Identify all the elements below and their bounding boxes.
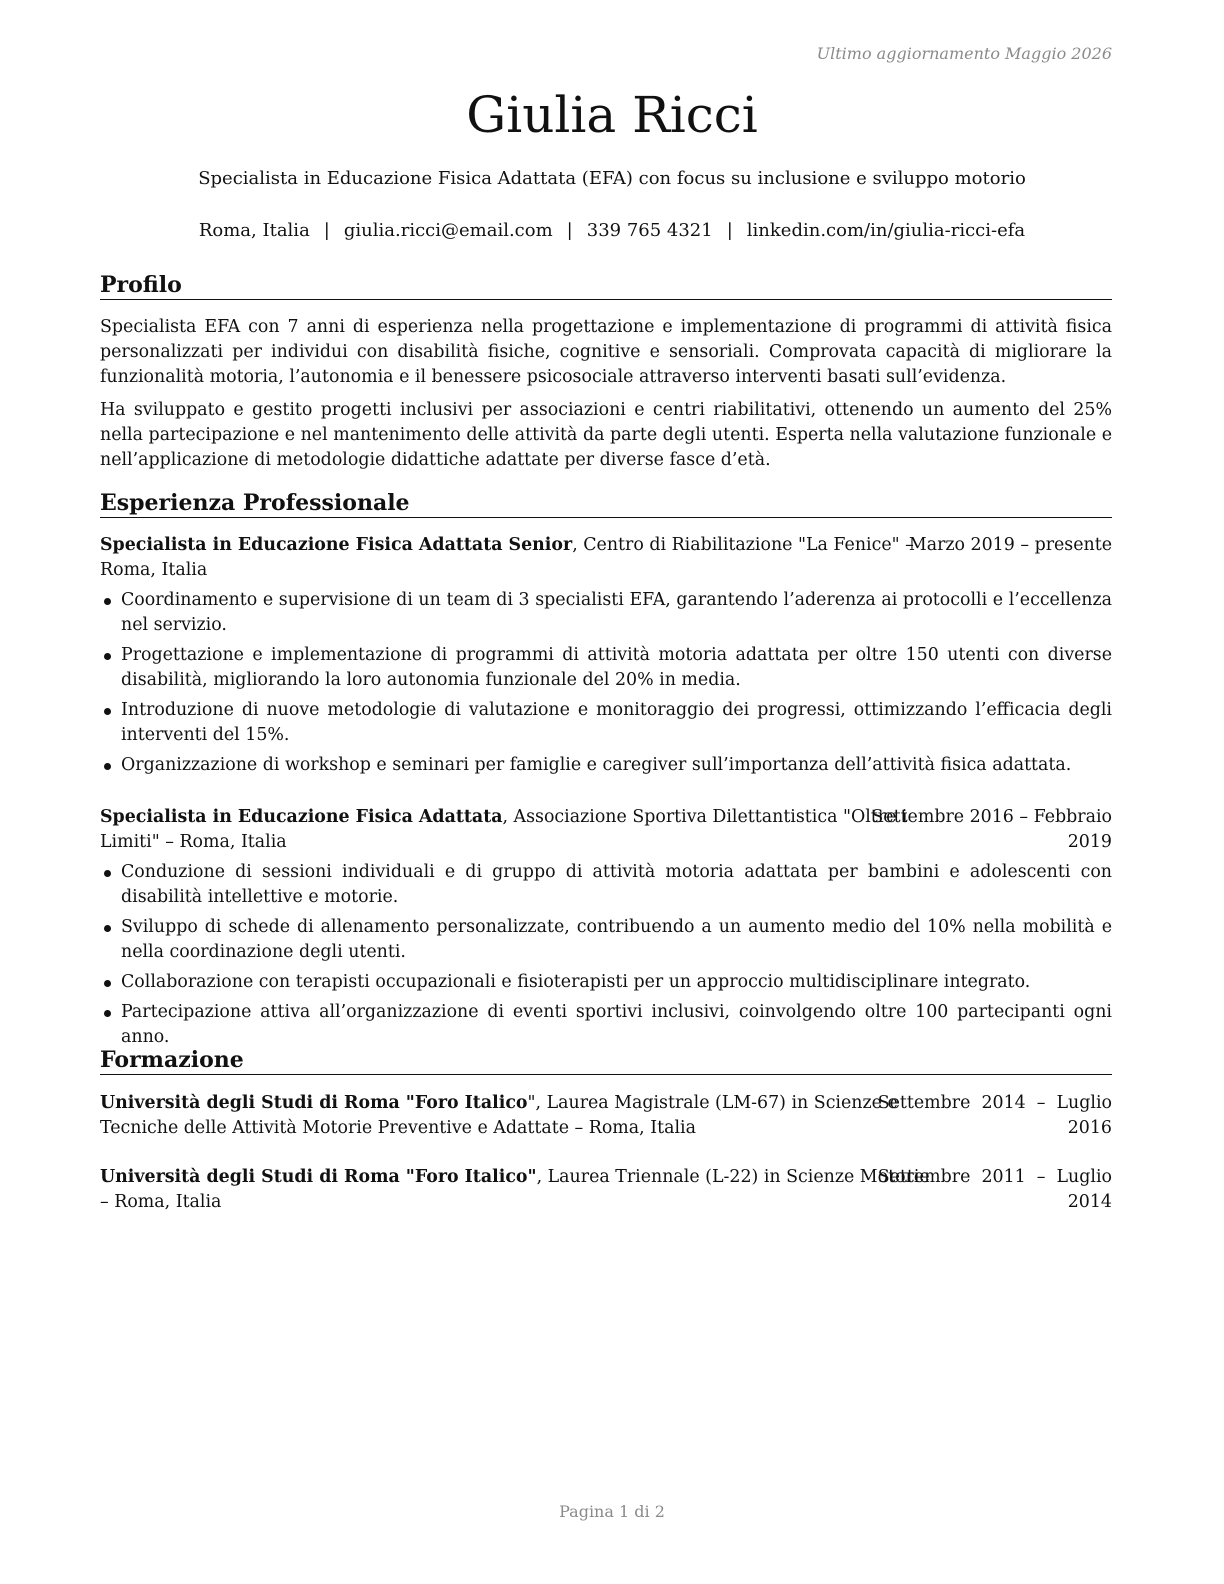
bullet-icon <box>104 870 111 877</box>
education-school: Università degli Studi di Roma "Foro Italico <box>100 1093 528 1113</box>
bullet-text: Progettazione e implementazione di programmi di attività motoria adattata per oltre 150 utenti con diverse disabilità, migliorando la loro autonomia funzionale del 20% in media. <box>121 645 1112 690</box>
list-item <box>100 588 1112 638</box>
job-org: , Associazione Sportiva Dilettantistica "Oltre i <box>502 807 908 827</box>
profile-paragraph: Specialista EFA con 7 anni di esperienza nella progettazione e implementazione di programmi di attività fisica personalizzati per individui con disabilità fisiche, cognitive e sensoriali. Comprovata capacità di migliorare la funzionalità motoria, l’autonomia e il benessere psicosociale attraverso interventi basati sull’evidenza. <box>100 317 1112 387</box>
bullet-text: Collaborazione con terapisti occupazionali e fisioterapisti per un approccio multidisciplinare integrato. <box>121 972 1031 992</box>
education-degree: , Laurea Triennale (L-22) in Scienze Motorie <box>536 1167 930 1187</box>
bullet-text: Introduzione di nuove metodologie di valutazione e monitoraggio dei progressi, ottimizzando l’efficacia degli interventi del 15%. <box>121 700 1112 745</box>
education-date-line2: 2014 <box>1067 1192 1112 1212</box>
list-item <box>100 698 1112 748</box>
list-item <box>100 643 1112 693</box>
bullet-icon <box>104 653 111 660</box>
contact-linkedin[interactable]: linkedin.com/in/giulia-ricci-efa <box>746 220 1026 241</box>
bullet-icon <box>104 925 111 932</box>
person-name: Giulia Ricci <box>466 86 758 144</box>
contact-email[interactable]: giulia.ricci@email.com <box>343 220 553 241</box>
section-title-experience: Esperienza Professionale <box>100 490 1112 518</box>
job-date-line2: 2019 <box>1067 832 1112 852</box>
job-role: Specialista in Educazione Fisica Adattata <box>100 807 503 827</box>
list-item <box>100 915 1112 965</box>
job-date: Marzo 2019 – presente <box>908 535 1112 555</box>
education-date: Settembre 2014 – Luglio <box>877 1093 1112 1113</box>
education-entry <box>100 1165 1112 1215</box>
job-org: , Centro di Riabilitazione "La Fenice" – <box>572 535 914 555</box>
section-title-education: Formazione <box>100 1047 1112 1075</box>
bullet-text: Sviluppo di schede di allenamento personalizzate, contribuendo a un aumento medio del 10% nella mobilità e nella coordinazione degli utenti. <box>121 917 1112 962</box>
list-item <box>100 1000 1112 1050</box>
job-header <box>100 533 1112 583</box>
education-line2: – Roma, Italia <box>100 1192 222 1212</box>
bullet-text: Conduzione di sessioni individuali e di gruppo di attività motoria adattata per bambini e adolescenti con disabilità intellettive e motorie. <box>121 862 1112 907</box>
contact-separator: | <box>726 220 733 241</box>
job-bullets <box>100 588 1112 783</box>
page-footer: Pagina 1 di 2 <box>559 1502 665 1521</box>
job-bullets <box>100 860 1112 1055</box>
section-title-profile: Profilo <box>100 272 1112 300</box>
list-item <box>100 970 1112 995</box>
bullet-text: Organizzazione di workshop e seminari per famiglie e caregiver sull’importanza dell’attività fisica adattata. <box>121 755 1072 775</box>
job-org-line2: Roma, Italia <box>100 560 208 580</box>
education-date-line2: 2016 <box>1067 1118 1112 1138</box>
education-school: Università degli Studi di Roma "Foro Italico" <box>100 1167 537 1187</box>
job-org-line2: Limiti" – Roma, Italia <box>100 832 287 852</box>
contact-line <box>0 220 1224 241</box>
profile-paragraph: Ha sviluppato e gestito progetti inclusivi per associazioni e centri riabilitativi, ottenendo un aumento del 25% nella partecipazione e nel mantenimento delle attività da parte degli utenti. Esperta nella valutazione funzionale e nell’applicazione di metodologie didattiche adattate per diverse fasce d’età. <box>100 400 1112 470</box>
bullet-icon <box>104 763 111 770</box>
subtitle: Specialista in Educazione Fisica Adattata (EFA) con focus su inclusione e sviluppo motorio <box>198 168 1026 189</box>
list-item <box>100 753 1112 778</box>
bullet-text: Partecipazione attiva all’organizzazione di eventi sportivi inclusivi, coinvolgendo oltre 100 partecipanti ogni anno. <box>121 1002 1112 1047</box>
bullet-icon <box>104 1010 111 1017</box>
bullet-icon <box>104 598 111 605</box>
contact-phone[interactable]: 339 765 4321 <box>586 220 713 241</box>
bullet-icon <box>104 980 111 987</box>
job-date: Settembre 2016 – Febbraio <box>871 807 1112 827</box>
education-entry <box>100 1091 1112 1141</box>
last-updated: Ultimo aggiornamento Maggio 2026 <box>816 44 1112 63</box>
education-date: Settembre 2011 – Luglio <box>877 1167 1112 1187</box>
contact-separator: | <box>323 220 330 241</box>
education-degree: ", Laurea Magistrale (LM-67) in Scienze e <box>527 1093 898 1113</box>
job-header <box>100 805 1112 855</box>
contact-location: Roma, Italia <box>198 220 310 241</box>
bullet-text: Coordinamento e supervisione di un team di 3 specialisti EFA, garantendo l’aderenza ai protocolli e l’eccellenza nel servizio. <box>121 590 1112 635</box>
list-item <box>100 860 1112 910</box>
bullet-icon <box>104 708 111 715</box>
job-role: Specialista in Educazione Fisica Adattata Senior <box>100 535 573 555</box>
education-line2: Tecniche delle Attività Motorie Preventive e Adattate – Roma, Italia <box>100 1118 696 1138</box>
contact-separator: | <box>566 220 573 241</box>
